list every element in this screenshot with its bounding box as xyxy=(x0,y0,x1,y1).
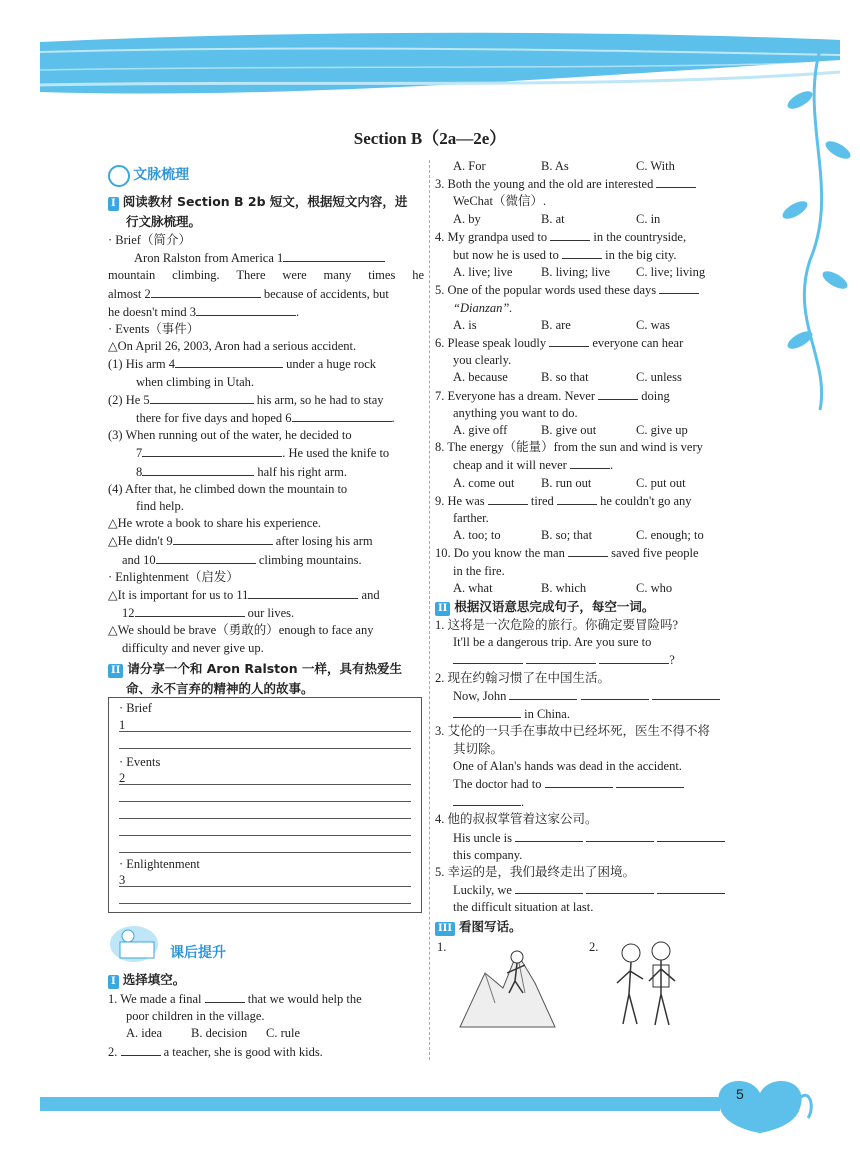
page-number-badge xyxy=(700,1068,820,1138)
footer-bar xyxy=(40,1097,720,1111)
left-column: 文脉梳理 I 阅读教材 Section B 2b 短文，根据短文内容，进 行文脉梳理。 · Brief（简介） Aron Ralston from America 1 mountain climbing. There were many times he almost 2 because of accidents, but he doesn't mind 3 . · Events（事件） △On April 26, 2003, Aron had a serious accident. (1) His arm 4 under a huge rock when climbing in Utah. (2) He 5 his arm, so he had to stay there for five days and hoped 6 . (3) When running out of the water, he decided to 7 . He used the knife to 8 half his right arm. (4) After that, he climbed down the mountain to find help. △He wrote a book to share his experience. △He didn't 9 after losing his arm and 10 climbing mountains. · Enlightenment（启发） △It is important for us to 11 and 12 our lives. △We should be brave（勇敢的）enough to face any difficulty and never give up. II 请分享一个和 Aron Ralston 一样，具有热爱生 命、永不言弃的精神的人的故事。 xyxy=(108,164,424,699)
blank-q9a[interactable] xyxy=(488,492,528,505)
blank-6[interactable] xyxy=(292,409,392,422)
write-line[interactable] xyxy=(119,852,411,853)
blank-q1[interactable] xyxy=(205,990,245,1003)
vine-decoration xyxy=(760,40,860,420)
brief-label: · Brief（简介） xyxy=(108,233,191,247)
write-line[interactable] xyxy=(119,731,411,732)
blank-4[interactable] xyxy=(175,355,283,368)
blank-t2a[interactable] xyxy=(509,687,577,700)
column-divider xyxy=(429,160,430,1060)
write-line[interactable] xyxy=(119,818,411,819)
write-line[interactable] xyxy=(119,903,411,904)
blank-12[interactable] xyxy=(135,604,245,617)
write-line[interactable] xyxy=(119,784,411,785)
mountain-climber-picture xyxy=(455,943,565,1029)
blank-5[interactable] xyxy=(150,391,254,404)
blank-t1a[interactable] xyxy=(453,651,523,664)
blank-q10[interactable] xyxy=(568,544,608,557)
swirl-icon xyxy=(108,165,130,187)
blank-t3a[interactable] xyxy=(545,775,613,788)
blank-t5b[interactable] xyxy=(586,881,654,894)
write-line[interactable] xyxy=(119,835,411,836)
section-4-heading: II 根据汉语意思完成句子，每空一词。 xyxy=(435,597,753,617)
blank-t4a[interactable] xyxy=(515,829,583,842)
blank-t1b[interactable] xyxy=(526,651,596,664)
blank-10[interactable] xyxy=(156,551,256,564)
blank-t2c[interactable] xyxy=(652,687,720,700)
blank-q4a[interactable] xyxy=(550,228,590,241)
blank-1[interactable] xyxy=(283,249,385,262)
blank-q4b[interactable] xyxy=(562,246,602,259)
blank-t2d[interactable] xyxy=(453,705,521,718)
badge-wenmai: 文脉梳理 xyxy=(108,164,424,192)
blank-t1c[interactable] xyxy=(599,651,669,664)
blank-t4b[interactable] xyxy=(586,829,654,842)
header-wave-banner xyxy=(0,0,860,130)
blank-9[interactable] xyxy=(173,532,273,545)
blank-q7[interactable] xyxy=(598,387,638,400)
page-title: Section B（2a—2e） xyxy=(353,129,507,148)
events-label: · Events（事件） xyxy=(108,322,200,337)
blank-3[interactable] xyxy=(196,303,296,316)
book-cartoon-icon xyxy=(106,922,166,964)
two-hikers-picture xyxy=(603,939,693,1031)
blank-q6[interactable] xyxy=(549,334,589,347)
blank-2[interactable] xyxy=(151,285,261,298)
blank-t3c[interactable] xyxy=(453,793,521,806)
section-2-heading: II 请分享一个和 Aron Ralston 一样，具有热爱生 命、永不言弃的精神的人的故事。 xyxy=(108,659,424,699)
blank-q8[interactable] xyxy=(570,456,610,469)
section-5-heading: III 看图写话。 xyxy=(435,917,753,937)
blank-q9b[interactable] xyxy=(557,492,597,505)
blank-t3b[interactable] xyxy=(616,775,684,788)
write-line[interactable] xyxy=(119,801,411,802)
story-writing-box: · Brief 1 · Events 2 · Enlightenment 3 xyxy=(108,697,422,913)
blank-t2b[interactable] xyxy=(581,687,649,700)
page-number: 5 xyxy=(736,1086,744,1102)
blank-11[interactable] xyxy=(248,586,358,599)
blank-t4c[interactable] xyxy=(657,829,725,842)
blank-q2[interactable] xyxy=(121,1043,161,1056)
enlightenment-label: · Enlightenment（启发） xyxy=(108,569,239,584)
blank-8[interactable] xyxy=(142,463,254,476)
blank-q3[interactable] xyxy=(656,175,696,188)
blank-t5a[interactable] xyxy=(515,881,583,894)
blank-7[interactable] xyxy=(142,444,282,457)
badge-kehou: 课后提升 xyxy=(106,922,166,968)
section-1-heading: I 阅读教材 Section B 2b 短文，根据短文内容，进 行文脉梳理。 xyxy=(108,192,424,232)
blank-q5[interactable] xyxy=(659,281,699,294)
write-line[interactable] xyxy=(119,748,411,749)
section-3-heading: I 选择填空。 xyxy=(108,970,424,990)
write-line[interactable] xyxy=(119,886,411,887)
blank-t5c[interactable] xyxy=(657,881,725,894)
right-column: A. For B. As C. With 3. Both the young and the old are interested WeChat（微信）. A. by B. at C. in 4. My grandpa used to in the countryside, but now he is used to in the big city. A. live; live B. living; live C. live; living 5. One of the popular words used these days “Dianzan”. A. is B. are C. was 6. Please speak loudly everyone can hear you clearly. A. because B. so that C. unless 7. Everyone has a dream. Never doing anything you want to do. A. give off B. give out C. give up 8. The energy（能量）from the sun and wind is very cheap and it will never . A. come out B. run out C. put out 9. He was tired he couldn't go any farther. A. too; to B. so; that C. enough; to 10. Do you know the man saved five people in the fire. A. what B. which C. who II 根据汉语意思完成句子，每空一词。 1. 这将是一次危险的旅行。你确定要冒险吗? It'll be a dangerous trip. Are you sure to ? 2. 现在约翰习惯了在中国生活。 Now, John in China. 3. 艾伦的一只手在事故中已经坏死，医生不得不将 其切除。 One of Alan's hands was dead in the accident. The doctor had to . 4. 他的叔叔掌管着这家公司。 His uncle is this company. 5. 幸运的是，我们最终走出了困境。 Luckily, we the difficult situation at last. III 看图写话。 1. 2. xyxy=(435,158,753,1027)
